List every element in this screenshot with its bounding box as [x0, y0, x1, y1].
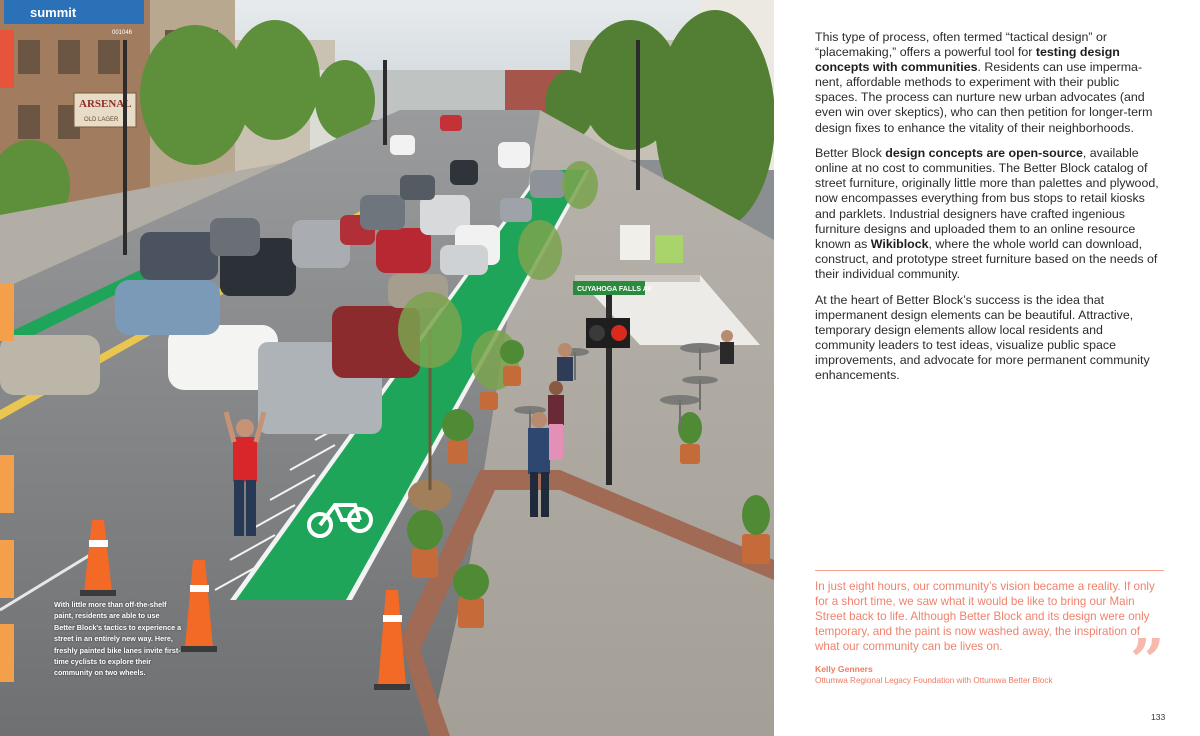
p2-emphasis: design concepts are open-source — [885, 146, 1083, 161]
p2-text-end: , where the whole world can download, construct, and prototype street furniture based on the needs of their individual community. — [815, 236, 1158, 281]
billboard-text: summit — [30, 5, 77, 20]
store-sign-left-sub: OLD LAGER — [84, 117, 119, 123]
page-number: 133 — [1151, 712, 1166, 722]
p2-wikiblock: Wikiblock — [870, 236, 929, 251]
p1-emphasis: testing design concepts with communities — [815, 45, 1120, 75]
edge-tab-red — [0, 30, 14, 88]
p2-text-middle: , available online at no cost to communities. The Better Block catalog of street furniture, originally little more than palettes and plywood, now encompasses everything from bus stops to retail kiosks and parklets. Industrial designers have crafted ingenious furniture designs and uploaded them to an online resource known as — [815, 146, 1159, 251]
store-sign-left: ARSENAL — [79, 98, 132, 110]
quote-organization: Ottumwa Regional Legacy Foundation with Ottumwa Better Block — [815, 676, 1053, 685]
p1-text-start: This type of process, often termed “tactical design” or “placemaking,” offers a powerful tool for — [815, 30, 1107, 60]
paragraph-2 — [815, 146, 1161, 282]
pullquote-text: In just eight hours, our community’s vision became a reality. If only for a short time, we saw what it would be like to bring our Main Street back to life. Although Better Block and its design were only temporary, and the paint is now washed away, the inspiration of what our community can be lives on. — [815, 580, 1155, 653]
p2-text-start: Better Block — [815, 146, 886, 161]
quote-mark-icon: ” — [1130, 627, 1165, 697]
photo-caption: With little more than off-the-shelf paint, residents are able to use Better Block's tactics to experience a street in an entirely new way. Here, freshly painted bike lanes invite first-time cyclists to explore their community on two wheels. — [54, 600, 182, 678]
text-page — [774, 0, 1200, 736]
edge-tab-orange-3 — [0, 540, 14, 598]
street-name-sign: CUYAHOGA FALLS AV — [577, 286, 652, 293]
quote-author: Kelly Genners — [815, 664, 873, 674]
building-number: 001046 — [112, 30, 133, 36]
edge-tab-orange-1 — [0, 283, 14, 341]
edge-tab-orange-4 — [0, 624, 14, 682]
p1-text-end: . Residents can use imperma-nent, affordable methods to experiment with their public spaces. The process can nurture new urban advocates (and even win over skeptics), who can then petition for longer-term design fixes to enhance the vitality of their neighborhoods. — [815, 60, 1153, 135]
pullquote-divider — [815, 570, 1164, 571]
paragraph-3: At the heart of Better Block’s success is the idea that impermanent design elements can be beautiful. Attractive, temporary design elements allow local residents and community leaders to test ideas, visualize public space improvements, and advocate for more permanent community enhancements. — [815, 292, 1150, 382]
article-body — [815, 30, 1161, 394]
edge-tab-orange-2 — [0, 455, 14, 513]
paragraph-1 — [815, 30, 1161, 136]
